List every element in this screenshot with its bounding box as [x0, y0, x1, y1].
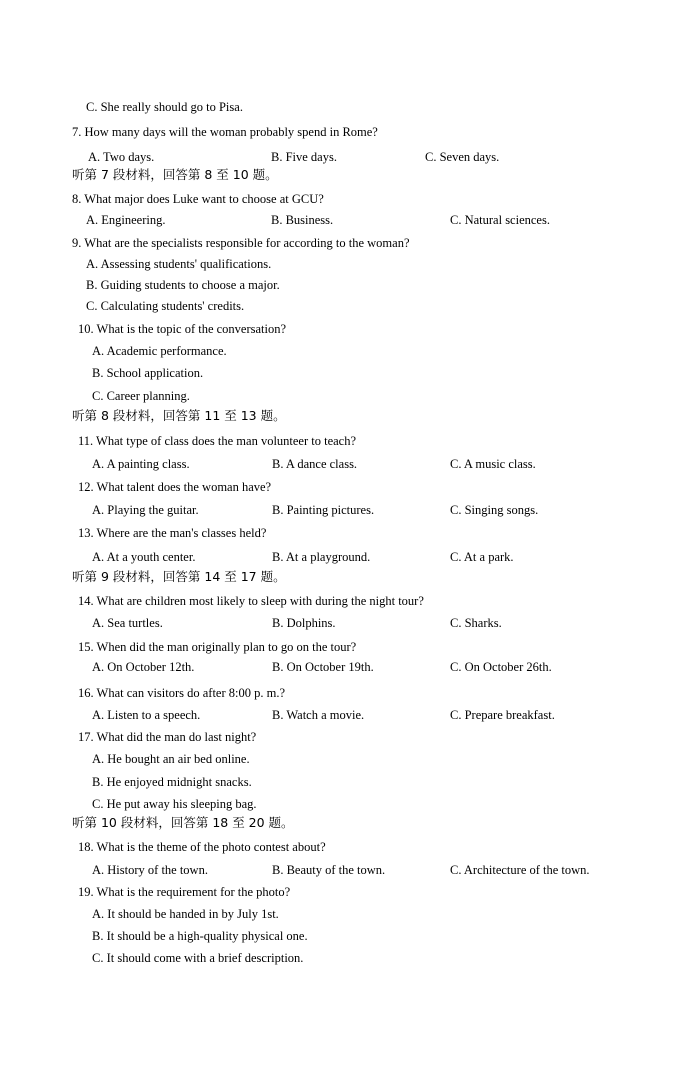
text-line: C. Career planning. — [92, 389, 190, 403]
text-line: A. Engineering. — [86, 213, 166, 227]
section-heading: 听第 7 段材料，回答第 8 至 10 题。 — [72, 167, 278, 182]
text-line: A. Listen to a speech. — [92, 708, 201, 722]
text-line: C. It should come with a brief description. — [92, 951, 304, 965]
text-line: B. It should be a high-quality physical one. — [92, 929, 308, 943]
text-line: 11. What type of class does the man volunteer to teach? — [78, 434, 357, 448]
text-line: 13. Where are the man's classes held? — [78, 526, 267, 540]
text-line: 17. What did the man do last night? — [78, 730, 257, 744]
text-line: A. Assessing students' qualifications. — [86, 257, 272, 271]
text-line: A. He bought an air bed online. — [92, 752, 250, 766]
text-line: B. Guiding students to choose a major. — [86, 278, 280, 292]
section-heading: 听第 9 段材料，回答第 14 至 17 题。 — [72, 569, 286, 584]
text-line: B. On October 19th. — [272, 660, 374, 674]
text-line: 8. What major does Luke want to choose at GCU? — [72, 192, 324, 206]
text-line: 15. When did the man originally plan to go on the tour? — [78, 640, 357, 654]
text-line: A. It should be handed in by July 1st. — [92, 907, 279, 921]
text-line: B. School application. — [92, 366, 204, 380]
text-line: 7. How many days will the woman probably spend in Rome? — [72, 125, 378, 139]
text-line: C. She really should go to Pisa. — [86, 100, 243, 114]
text-line: C. At a park. — [450, 550, 514, 564]
text-line: A. History of the town. — [92, 863, 208, 877]
text-line: B. At a playground. — [272, 550, 371, 564]
text-line: A. A painting class. — [92, 457, 190, 471]
text-line: A. Two days. — [88, 150, 155, 164]
text-line: B. Beauty of the town. — [272, 863, 386, 877]
text-line: C. Calculating students' credits. — [86, 299, 245, 313]
text-line: 10. What is the topic of the conversation? — [78, 322, 287, 336]
text-line: 9. What are the specialists responsible for according to the woman? — [72, 236, 410, 250]
text-line: B. Five days. — [271, 150, 337, 164]
text-line: A. At a youth center. — [92, 550, 196, 564]
text-line: B. Watch a movie. — [272, 708, 365, 722]
text-line: C. A music class. — [450, 457, 536, 471]
text-line: 16. What can visitors do after 8:00 p. m.? — [78, 686, 286, 700]
text-line: A. Playing the guitar. — [92, 503, 199, 517]
section-heading: 听第 8 段材料，回答第 11 至 13 题。 — [72, 408, 286, 423]
text-line: B. Dolphins. — [272, 616, 336, 630]
text-line: C. On October 26th. — [450, 660, 552, 674]
text-line: C. Architecture of the town. — [450, 863, 590, 877]
text-line: C. Prepare breakfast. — [450, 708, 555, 722]
text-line: B. He enjoyed midnight snacks. — [92, 775, 252, 789]
text-line: A. On October 12th. — [92, 660, 195, 674]
text-line: C. Natural sciences. — [450, 213, 550, 227]
text-line: C. Seven days. — [425, 150, 500, 164]
text-line: 14. What are children most likely to sleep with during the night tour? — [78, 594, 424, 608]
section-heading: 听第 10 段材料，回答第 18 至 20 题。 — [72, 815, 294, 830]
text-line: C. Singing songs. — [450, 503, 539, 517]
text-line: 12. What talent does the woman have? — [78, 480, 272, 494]
text-line: C. Sharks. — [450, 616, 502, 630]
text-line: B. A dance class. — [272, 457, 358, 471]
text-line: A. Sea turtles. — [92, 616, 163, 630]
text-line: B. Painting pictures. — [272, 503, 375, 517]
text-line: A. Academic performance. — [92, 344, 227, 358]
text-line: 18. What is the theme of the photo contest about? — [78, 840, 326, 854]
text-line: C. He put away his sleeping bag. — [92, 797, 257, 811]
text-line: 19. What is the requirement for the photo? — [78, 885, 291, 899]
text-line: B. Business. — [271, 213, 334, 227]
